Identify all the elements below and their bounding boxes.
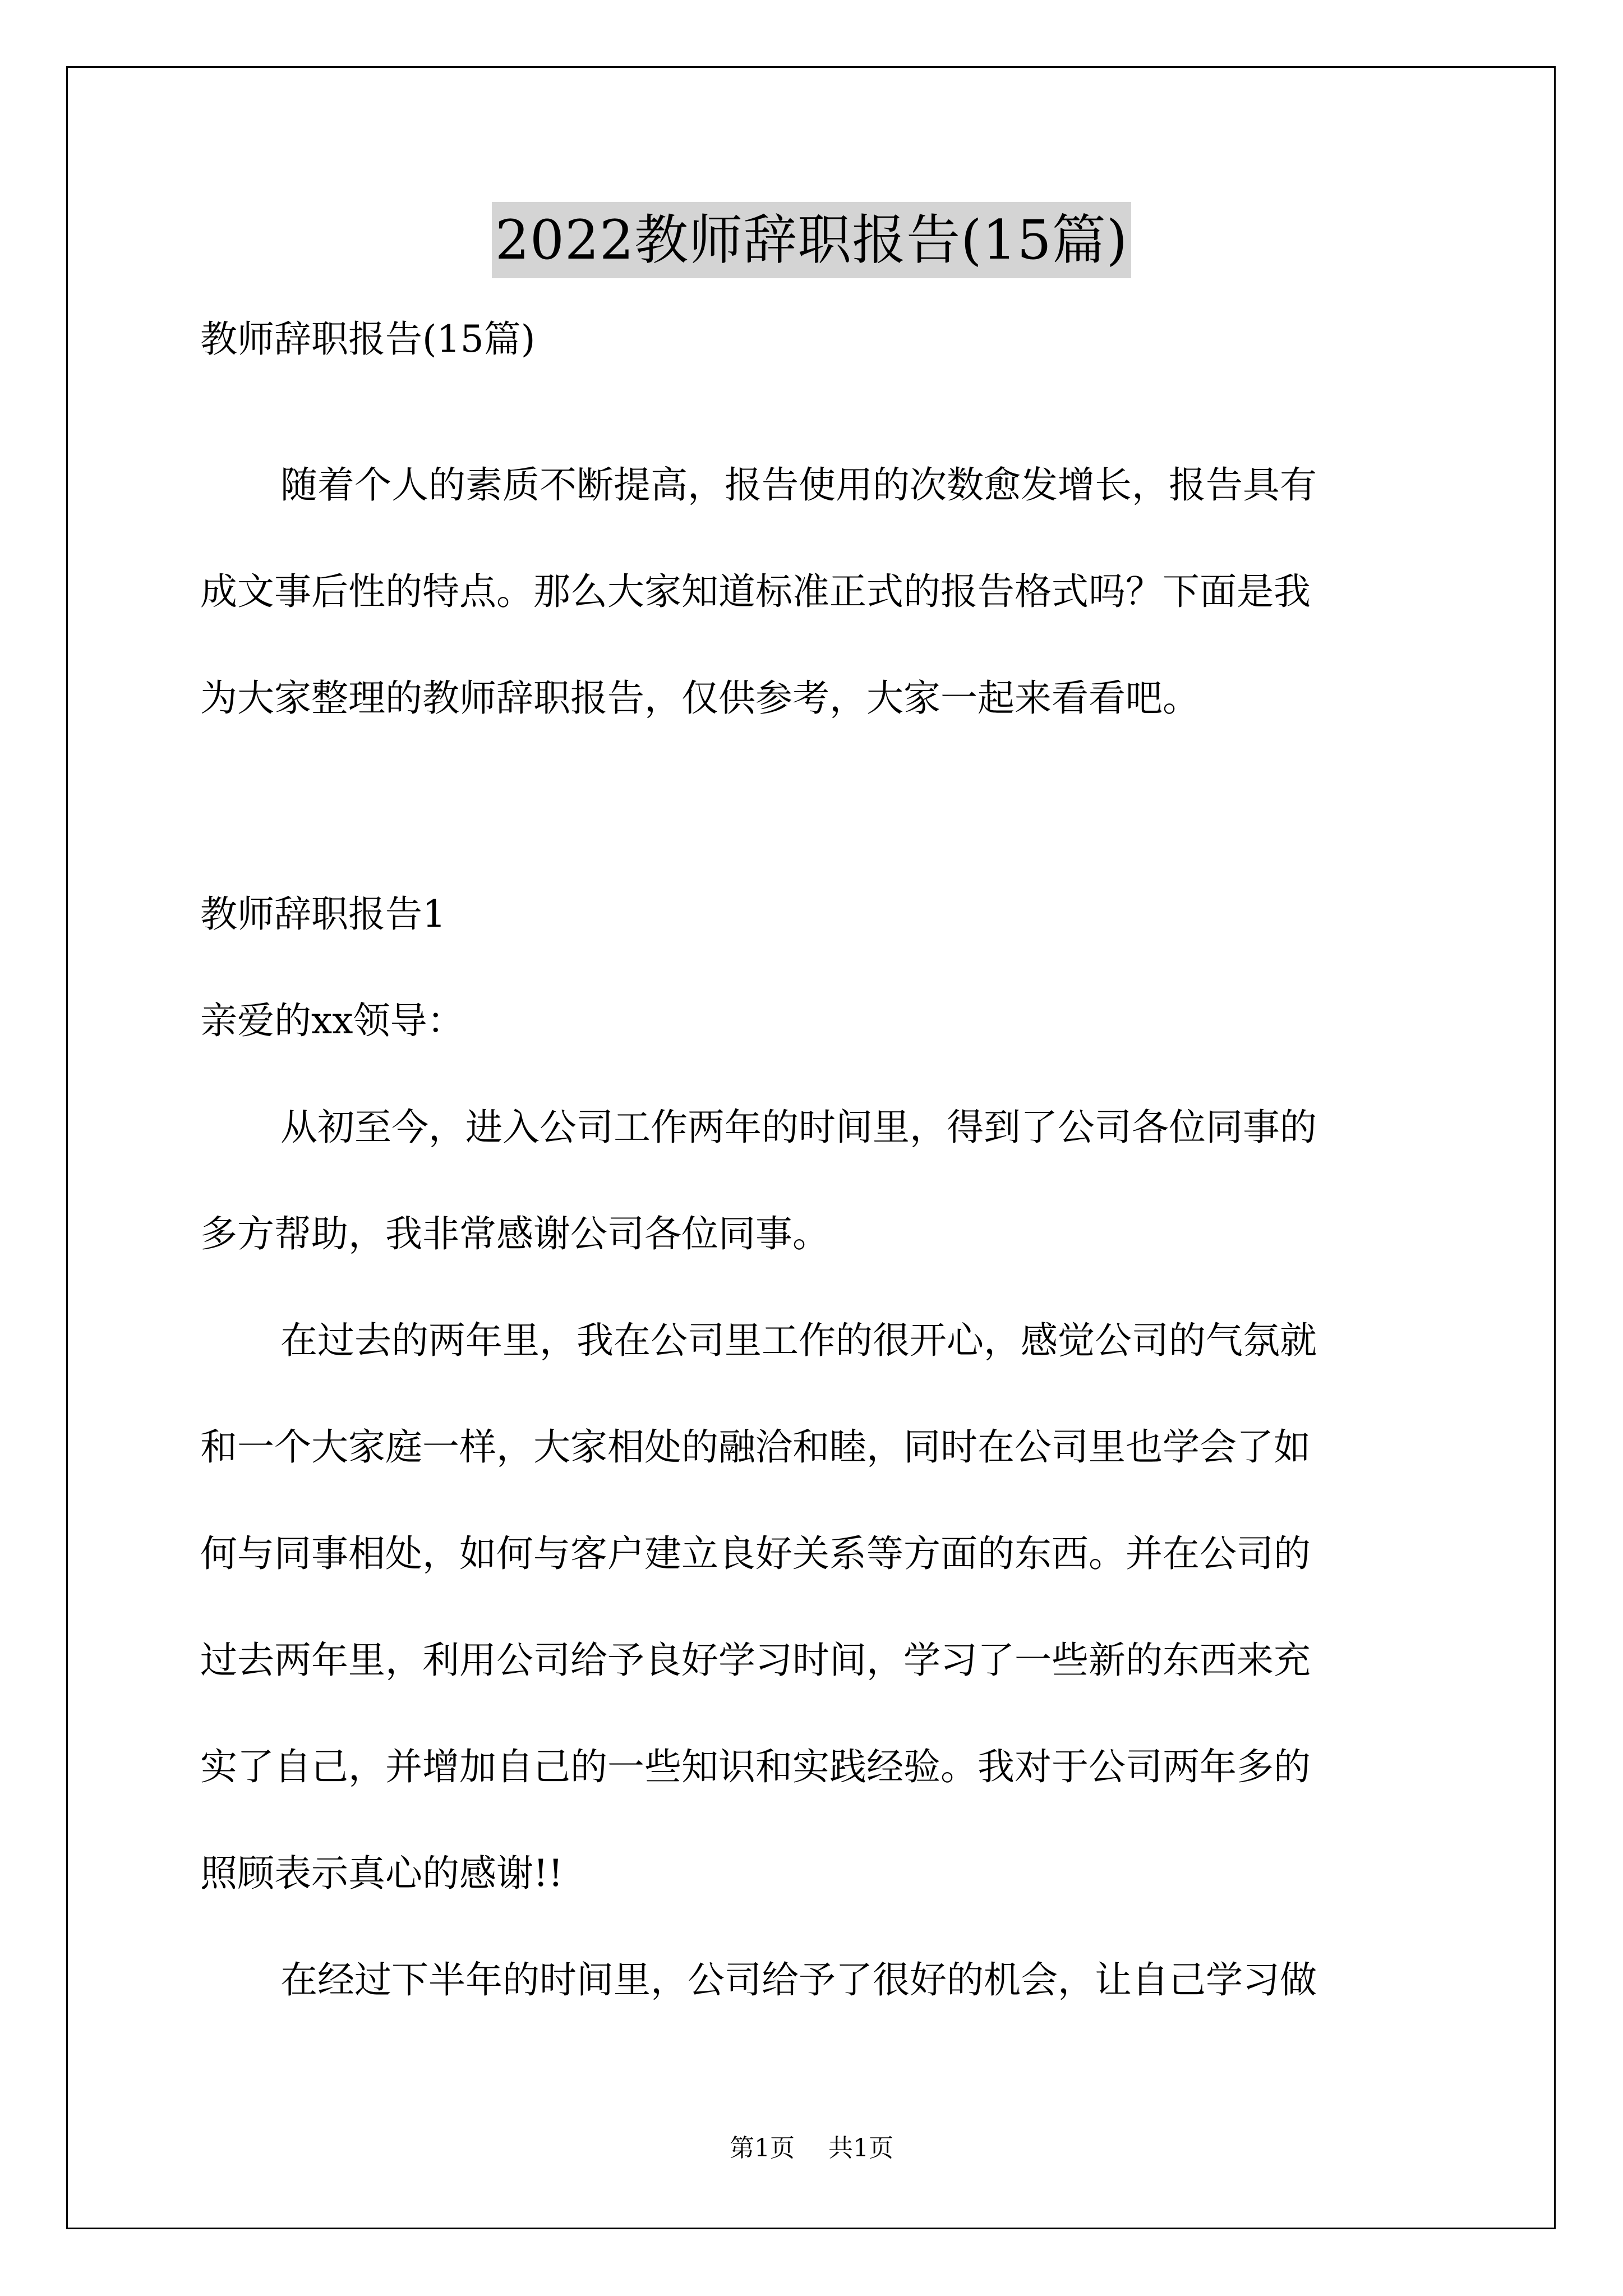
paragraph-line: 多方帮助，我非常感谢公司各位同事。 bbox=[200, 1212, 829, 1255]
page-number: 第1页 bbox=[730, 2134, 795, 2162]
document-title: 2022教师辞职报告(15篇) bbox=[492, 202, 1131, 278]
paragraph-line: 照顾表示真心的感谢!! bbox=[200, 1852, 564, 1895]
title-container bbox=[0, 202, 1623, 278]
paragraph-line: 为大家整理的教师辞职报告，仅供参考，大家一起来看看吧。 bbox=[200, 677, 1200, 720]
paragraph-line: 和一个大家庭一样，大家相处的融洽和睦，同时在公司里也学会了如 bbox=[200, 1425, 1311, 1469]
section-heading: 教师辞职报告1 bbox=[200, 892, 446, 936]
document-subtitle: 教师辞职报告(15篇) bbox=[200, 318, 536, 361]
page-footer bbox=[0, 2132, 1623, 2165]
paragraph-line: 随着个人的素质不断提高，报告使用的次数愈发增长，报告具有 bbox=[280, 463, 1317, 507]
page-count: 共1页 bbox=[828, 2134, 893, 2162]
salutation: 亲爱的xx领导： bbox=[200, 999, 464, 1042]
paragraph-line: 实了自己，并增加自己的一些知识和实践经验。我对于公司两年多的 bbox=[200, 1745, 1311, 1788]
paragraph-line: 从初至今，进入公司工作两年的时间里，得到了公司各位同事的 bbox=[280, 1106, 1317, 1149]
paragraph-line: 何与同事相处，如何与客户建立良好关系等方面的东西。并在公司的 bbox=[200, 1532, 1311, 1575]
paragraph-line: 过去两年里，利用公司给予良好学习时间，学习了一些新的东西来充 bbox=[200, 1639, 1311, 1682]
paragraph-line: 在过去的两年里，我在公司里工作的很开心，感觉公司的气氛就 bbox=[280, 1319, 1317, 1362]
paragraph-line: 在经过下半年的时间里，公司给予了很好的机会，让自己学习做 bbox=[280, 1958, 1317, 2001]
paragraph-line: 成文事后性的特点。那么大家知道标准正式的报告格式吗？下面是我 bbox=[200, 570, 1311, 613]
